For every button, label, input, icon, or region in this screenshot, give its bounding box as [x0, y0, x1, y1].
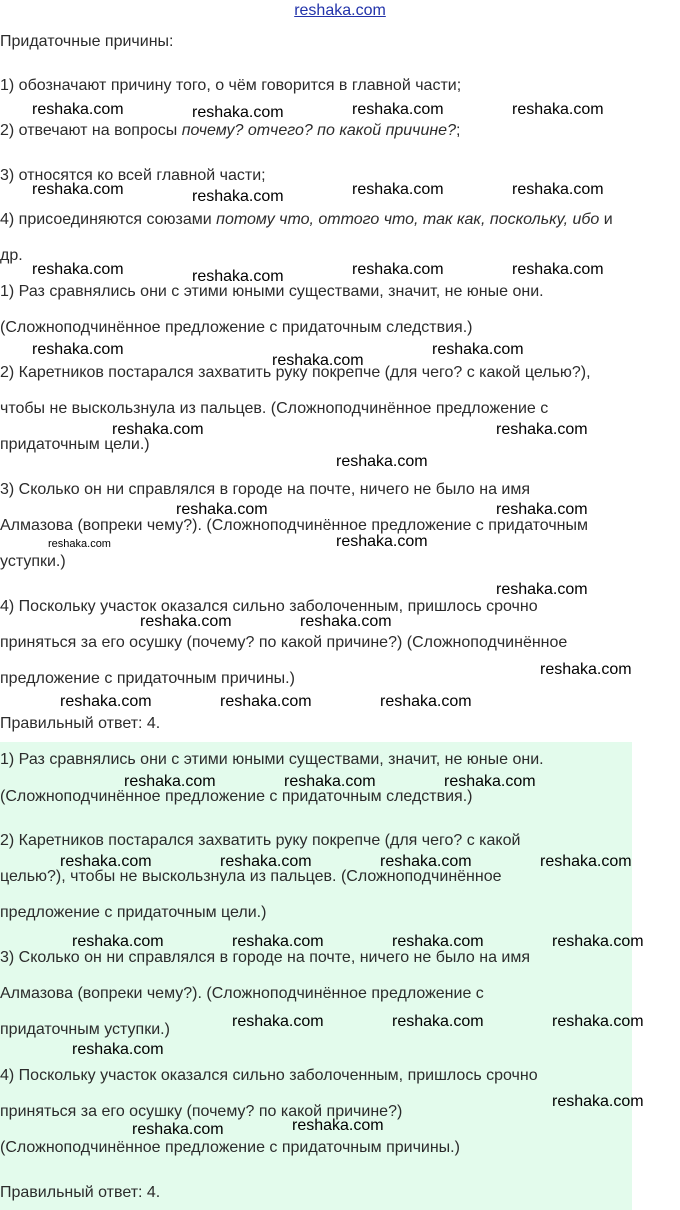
watermark: reshaka.com	[300, 613, 392, 630]
analysis-s4-line1: 4) Поскольку участок оказался сильно заболоченным, пришлось срочно	[0, 598, 538, 615]
watermark: reshaka.com	[496, 501, 588, 518]
watermark: reshaka.com	[192, 268, 284, 285]
watermark: reshaka.com	[140, 613, 232, 630]
watermark: reshaka.com	[192, 188, 284, 205]
feature-2-text: 2) отвечают на вопросы	[0, 122, 182, 139]
watermark: reshaka.com	[60, 853, 152, 870]
watermark: reshaka.com	[292, 1117, 384, 1134]
answer-s2-line1: 2) Каретников постарался захватить руку покрепче (для чего? с какой	[0, 832, 521, 849]
watermark: reshaka.com	[176, 501, 268, 518]
watermark: reshaka.com	[496, 581, 588, 598]
watermark: reshaka.com	[32, 181, 124, 198]
watermark: reshaka.com	[232, 933, 324, 950]
watermark: reshaka.com	[496, 421, 588, 438]
heading: Придаточные причины:	[0, 33, 174, 50]
watermark: reshaka.com	[112, 421, 204, 438]
watermark: reshaka.com	[540, 853, 632, 870]
analysis-s3-line1: 3) Сколько он ни справлялся в городе на почте, ничего не было на имя	[0, 481, 531, 498]
analysis-s2-line2: чтобы не выскользнула из пальцев. (Сложноподчинённое предложение с	[0, 400, 549, 417]
analysis-s4-line3: предложение с придаточным причины.)	[0, 670, 295, 687]
feature-2	[0, 121, 680, 141]
analysis-s2-line3: придаточным цели.)	[0, 436, 150, 453]
watermark: reshaka.com	[72, 1041, 164, 1058]
answer-s4-line3: (Сложноподчинённое предложение с придаточным причины.)	[0, 1139, 460, 1156]
watermark: reshaka.com	[352, 261, 444, 278]
answer-s2-line2: целью?), чтобы не выскользнула из пальцев. (Сложноподчинённое	[0, 868, 502, 885]
watermark: reshaka.com	[336, 533, 428, 550]
watermark: reshaka.com	[232, 1013, 324, 1030]
analysis-s2-line1: 2) Каретников постарался захватить руку покрепче (для чего? с какой целью?),	[0, 364, 591, 381]
answer-s1-line2: (Сложноподчинённое предложение с придаточным следствия.)	[0, 788, 473, 805]
feature-4-conjunctions: потому что, оттого что, так как, поскольку, ибо	[216, 211, 600, 228]
watermark: reshaka.com	[552, 1093, 644, 1110]
analysis-answer: Правильный ответ: 4.	[0, 715, 161, 732]
analysis-s3-line2: Алмазова (вопреки чему?). (Сложноподчинённое предложение с придаточным	[0, 517, 588, 534]
watermark: reshaka.com	[192, 104, 284, 121]
watermark: reshaka.com	[336, 453, 428, 470]
watermark: reshaka.com	[220, 853, 312, 870]
watermark: reshaka.com	[540, 661, 632, 678]
watermark: reshaka.com	[72, 933, 164, 950]
watermark: reshaka.com	[552, 1013, 644, 1030]
answer-s4-line2: приняться за его осушку (почему? по какой причине?)	[0, 1103, 403, 1120]
watermark: reshaka.com	[32, 341, 124, 358]
watermark: reshaka.com	[32, 101, 124, 118]
answer-s1-line1: 1) Раз сравнялись они с этими юными существами, значит, не юные они.	[0, 751, 544, 768]
watermark: reshaka.com	[220, 693, 312, 710]
analysis-s1-line1: 1) Раз сравнялись они с этими юными существами, значит, не юные они.	[0, 283, 544, 300]
analysis-s4-line2: приняться за его осушку (почему? по какой причине?) (Сложноподчинённое	[0, 634, 568, 651]
watermark: reshaka.com	[272, 352, 364, 369]
answer-s4-line1: 4) Поскольку участок оказался сильно заболоченным, пришлось срочно	[0, 1067, 538, 1084]
watermark: reshaka.com	[352, 181, 444, 198]
answer-s2-line3: предложение с придаточным цели.)	[0, 904, 267, 921]
feature-4-end: и	[599, 211, 613, 228]
answer-s3-line2: Алмазова (вопреки чему?). (Сложноподчинённое предложение с	[0, 985, 484, 1002]
feature-2-questions: почему? отчего? по какой причине?	[181, 122, 456, 139]
watermark: reshaka.com	[60, 693, 152, 710]
watermark: reshaka.com	[32, 261, 124, 278]
watermark: reshaka.com	[48, 538, 111, 550]
answer-final: Правильный ответ: 4.	[0, 1184, 161, 1201]
feature-4	[0, 210, 680, 230]
watermark: reshaka.com	[512, 181, 604, 198]
watermark: reshaka.com	[392, 933, 484, 950]
watermark: reshaka.com	[512, 101, 604, 118]
watermark: reshaka.com	[124, 773, 216, 790]
watermark: reshaka.com	[552, 933, 644, 950]
analysis-s3-line3: уступки.)	[0, 553, 66, 570]
watermark: reshaka.com	[284, 773, 376, 790]
watermark: reshaka.com	[380, 693, 472, 710]
watermark: reshaka.com	[132, 1121, 224, 1138]
feature-4-text: 4) присоединяются союзами	[0, 211, 217, 228]
site-header-link[interactable]: reshaka.com	[294, 2, 386, 19]
feature-4-tail: др.	[0, 247, 23, 264]
watermark: reshaka.com	[432, 341, 524, 358]
watermark: reshaka.com	[512, 261, 604, 278]
watermark: reshaka.com	[392, 1013, 484, 1030]
feature-2-end: ;	[455, 122, 461, 139]
answer-s3-line1: 3) Сколько он ни справлялся в городе на почте, ничего не было на имя	[0, 949, 531, 966]
watermark: reshaka.com	[444, 773, 536, 790]
analysis-s1-line2: (Сложноподчинённое предложение с придаточным следствия.)	[0, 319, 473, 336]
feature-3: 3) относятся ко всей главной части;	[0, 167, 266, 184]
feature-1: 1) обозначают причину того, о чём говорится в главной части;	[0, 77, 462, 94]
watermark: reshaka.com	[380, 853, 472, 870]
watermark: reshaka.com	[352, 101, 444, 118]
answer-s3-line3: придаточным уступки.)	[0, 1021, 170, 1038]
